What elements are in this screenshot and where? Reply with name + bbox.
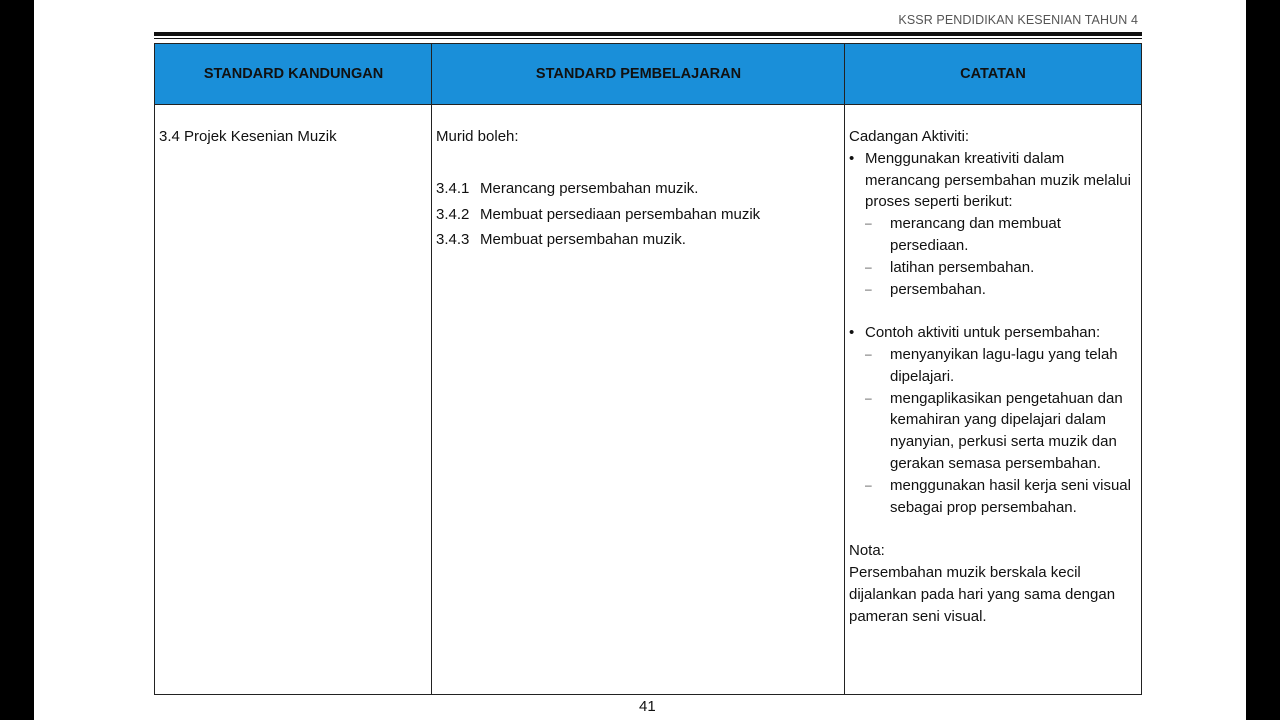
list-item	[849, 148, 1141, 301]
list-item: – mengaplikasikan pengetahuan dan kemahiran yang dipelajari dalam nyanyian, perkusi serta muzik dan gerakan semasa persembahan.	[865, 388, 1141, 475]
nota-label: Nota:	[849, 542, 885, 560]
item-text: Merancang persembahan muzik.	[480, 179, 699, 197]
table-header-row	[155, 44, 1141, 105]
standard-kandungan-cell: 3.4 Projek Kesenian Muzik	[159, 128, 337, 145]
list-item: – menyanyikan lagu-lagu yang telah dipelajari.	[865, 344, 1141, 388]
item-code: 3.4.1	[436, 179, 470, 197]
list-item: – merancang dan membuat persediaan.	[865, 213, 1141, 257]
header-rule-thin	[154, 38, 1142, 39]
column-header-standard-pembelajaran: STANDARD PEMBELAJARAN	[535, 66, 742, 82]
column-divider	[844, 44, 845, 694]
column-divider	[431, 44, 432, 694]
standard-pembelajaran-cell	[436, 126, 836, 251]
nota-text: Persembahan muzik berskala kecil dijalankan pada hari yang sama dengan pameran seni visual.	[849, 563, 1116, 625]
column-header-catatan: CATATAN	[960, 66, 1026, 82]
item-code: 3.4.2	[436, 205, 470, 223]
column-header-standard-kandungan: STANDARD KANDUNGAN	[203, 66, 384, 82]
bullet-text: Contoh aktiviti untuk persembahan:	[865, 324, 1101, 342]
document-header-title: KSSR PENDIDIKAN KESENIAN TAHUN 4	[898, 13, 1138, 27]
list-item	[436, 178, 836, 200]
cadangan-aktiviti-heading: Cadangan Aktiviti:	[849, 128, 970, 145]
pembelajaran-intro: Murid boleh:	[436, 128, 519, 145]
list-item	[436, 229, 836, 251]
list-item: – menggunakan hasil kerja seni visual sebagai prop persembahan.	[865, 475, 1141, 519]
document-page	[34, 0, 1246, 720]
catatan-cell	[849, 126, 1141, 627]
bullet-text: Menggunakan kreativiti dalam merancang persembahan muzik melalui proses seperti berikut:	[865, 149, 1131, 211]
list-item: – latihan persembahan.	[865, 257, 1141, 279]
curriculum-table	[154, 43, 1142, 695]
page-number: 41	[639, 698, 656, 715]
item-text: Membuat persembahan muzik.	[480, 231, 686, 249]
list-item	[436, 204, 836, 226]
header-rule	[154, 32, 1142, 36]
item-text: Membuat persediaan persembahan muzik	[480, 205, 761, 223]
list-item	[849, 322, 1141, 518]
item-code: 3.4.3	[436, 231, 470, 249]
list-item: – persembahan.	[865, 279, 1141, 301]
